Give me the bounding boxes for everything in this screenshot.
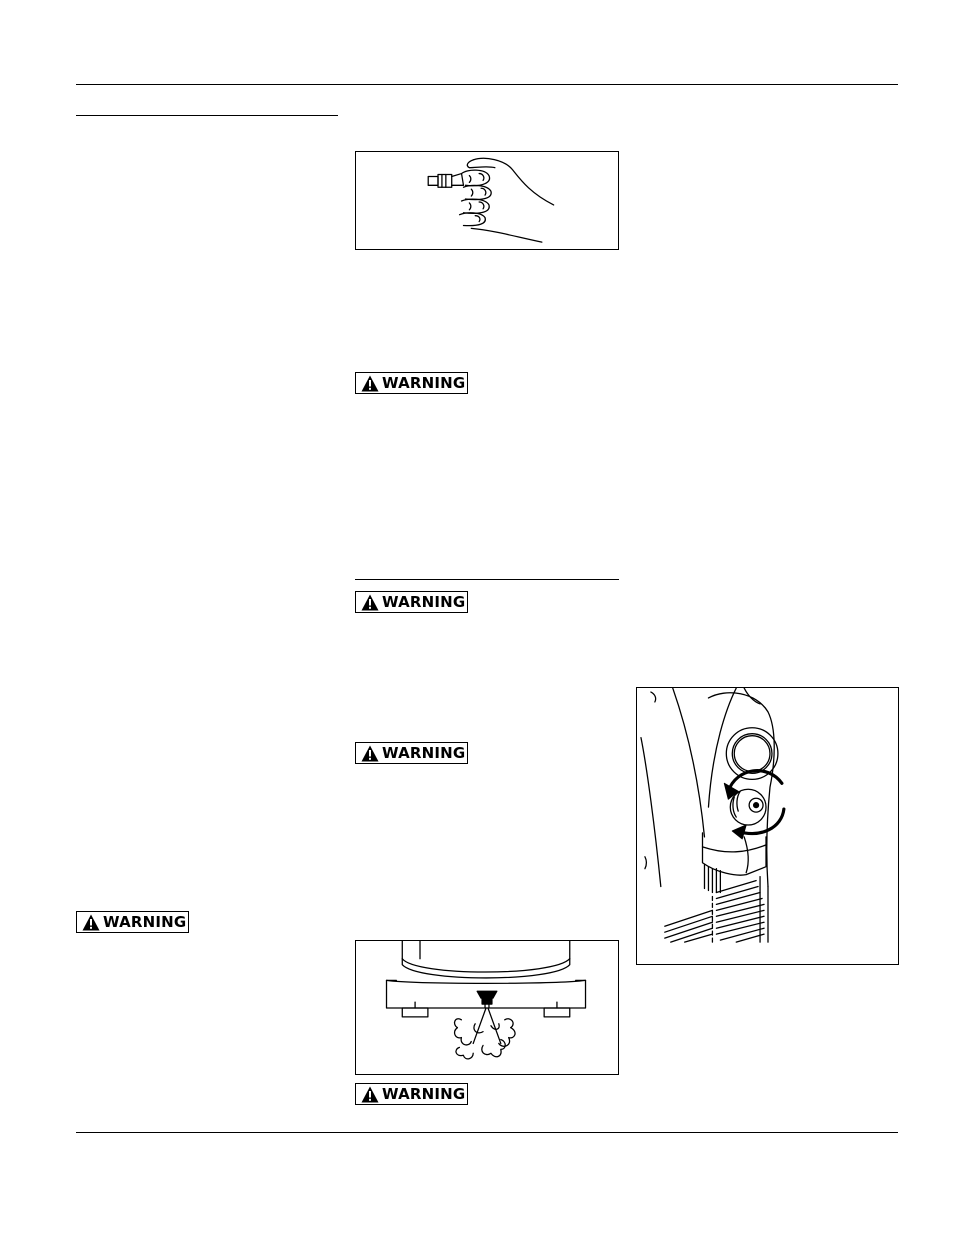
figure-regulator-knob (636, 687, 899, 965)
header-rule (76, 84, 898, 85)
footer-rule (76, 1132, 898, 1133)
warning-triangle-icon (361, 375, 379, 392)
warning-text: WARNING (382, 743, 466, 762)
tank-drain-icon (356, 941, 618, 1074)
middle-column-section-rule (355, 579, 619, 580)
warning-triangle-icon (361, 745, 379, 762)
warning-label-1 (355, 372, 468, 394)
warning-triangle-icon (361, 594, 379, 611)
regulator-knob-icon (637, 688, 898, 964)
warning-triangle-icon (82, 914, 100, 931)
warning-text: WARNING (382, 1084, 466, 1103)
hand-coupler-icon (356, 152, 618, 249)
warning-text: WARNING (382, 592, 466, 611)
warning-text: WARNING (103, 912, 187, 931)
warning-label-4 (76, 911, 189, 933)
warning-text: WARNING (382, 373, 466, 392)
left-column-section-rule (76, 115, 338, 116)
warning-label-5 (355, 1083, 468, 1105)
figure-hand-coupler (355, 151, 619, 250)
warning-triangle-icon (361, 1086, 379, 1103)
figure-tank-drain (355, 940, 619, 1075)
warning-label-2 (355, 591, 468, 613)
warning-label-3 (355, 742, 468, 764)
